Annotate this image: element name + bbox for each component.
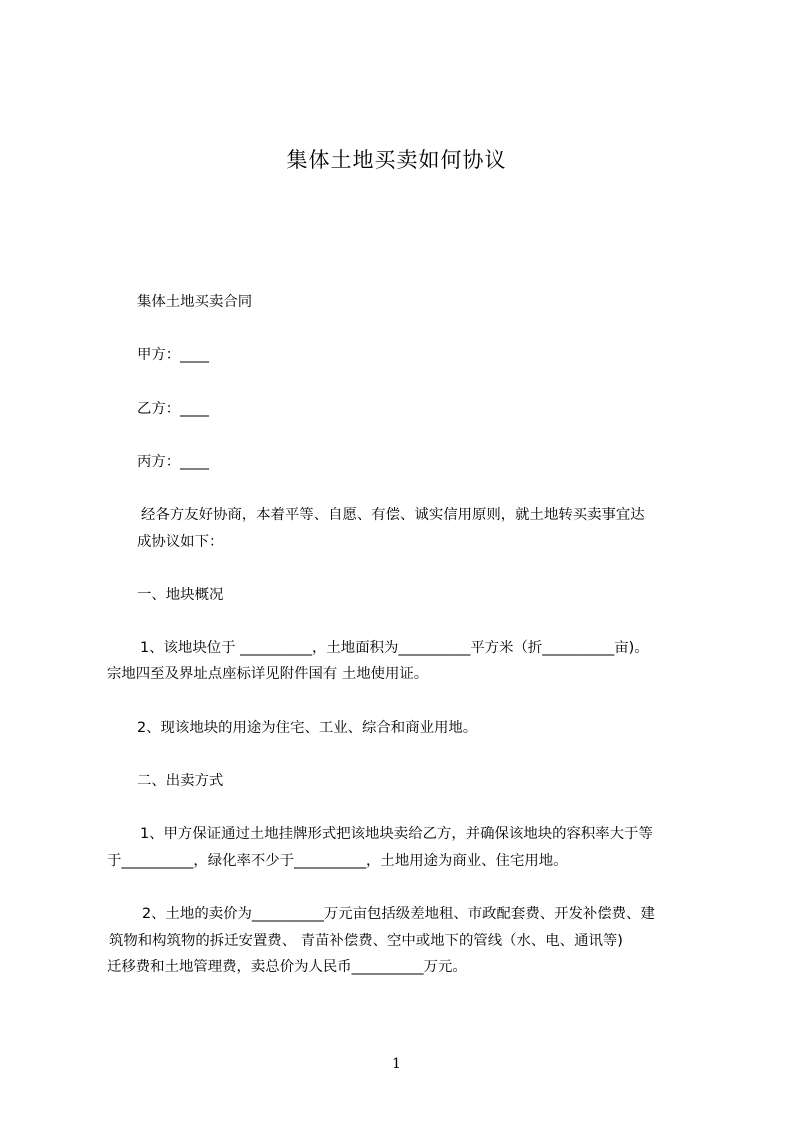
- contract-heading: 集体土地买卖合同: [137, 294, 253, 310]
- section-1-clause-1-line-2: 宗地四至及界址点座标详见附件国有 土地使用证。: [107, 666, 429, 682]
- section-2-heading: 二、出卖方式: [137, 773, 224, 789]
- section-1-clause-1-line-1: 1、该地块位于 __________，土地面积为__________平方米（折__________亩)。: [140, 640, 649, 656]
- party-a-line: 甲方：____: [137, 347, 209, 363]
- preamble-line-1: 经各方友好协商，本着平等、自愿、有偿、诚实信用原则，就土地转买卖事宜达: [141, 507, 645, 523]
- section-2-clause-2-line-1: 2、土地的卖价为__________万元亩包括级差地租、市政配套费、开发补偿费、建: [142, 906, 655, 922]
- section-1-clause-2: 2、现该地块的用途为住宅、工业、综合和商业用地。: [137, 720, 478, 736]
- party-b-line: 乙方：____: [137, 401, 209, 417]
- page-number: 1: [392, 1056, 401, 1072]
- section-2-clause-1-line-1: 1、甲方保证通过土地挂牌形式把该地块卖给乙方，并确保该地块的容积率大于等: [140, 826, 653, 842]
- party-c-line: 丙方：____: [137, 454, 209, 470]
- section-2-clause-2-line-3: 迁移费和土地管理费，卖总价为人民币__________万元。: [107, 959, 467, 975]
- section-2-clause-2-line-2: 筑物和构筑物的拆迁安置费、 青苗补偿费、空中或地下的管线（水、电、通讯等): [109, 933, 623, 949]
- section-2-clause-1-line-2: 于__________，绿化率不少于__________，土地用途为商业、住宅用地。: [107, 853, 568, 869]
- section-1-heading: 一、地块概况: [137, 587, 224, 603]
- document-title: 集体土地买卖如何协议: [286, 148, 507, 172]
- preamble-line-2: 成协议如下：: [137, 534, 224, 550]
